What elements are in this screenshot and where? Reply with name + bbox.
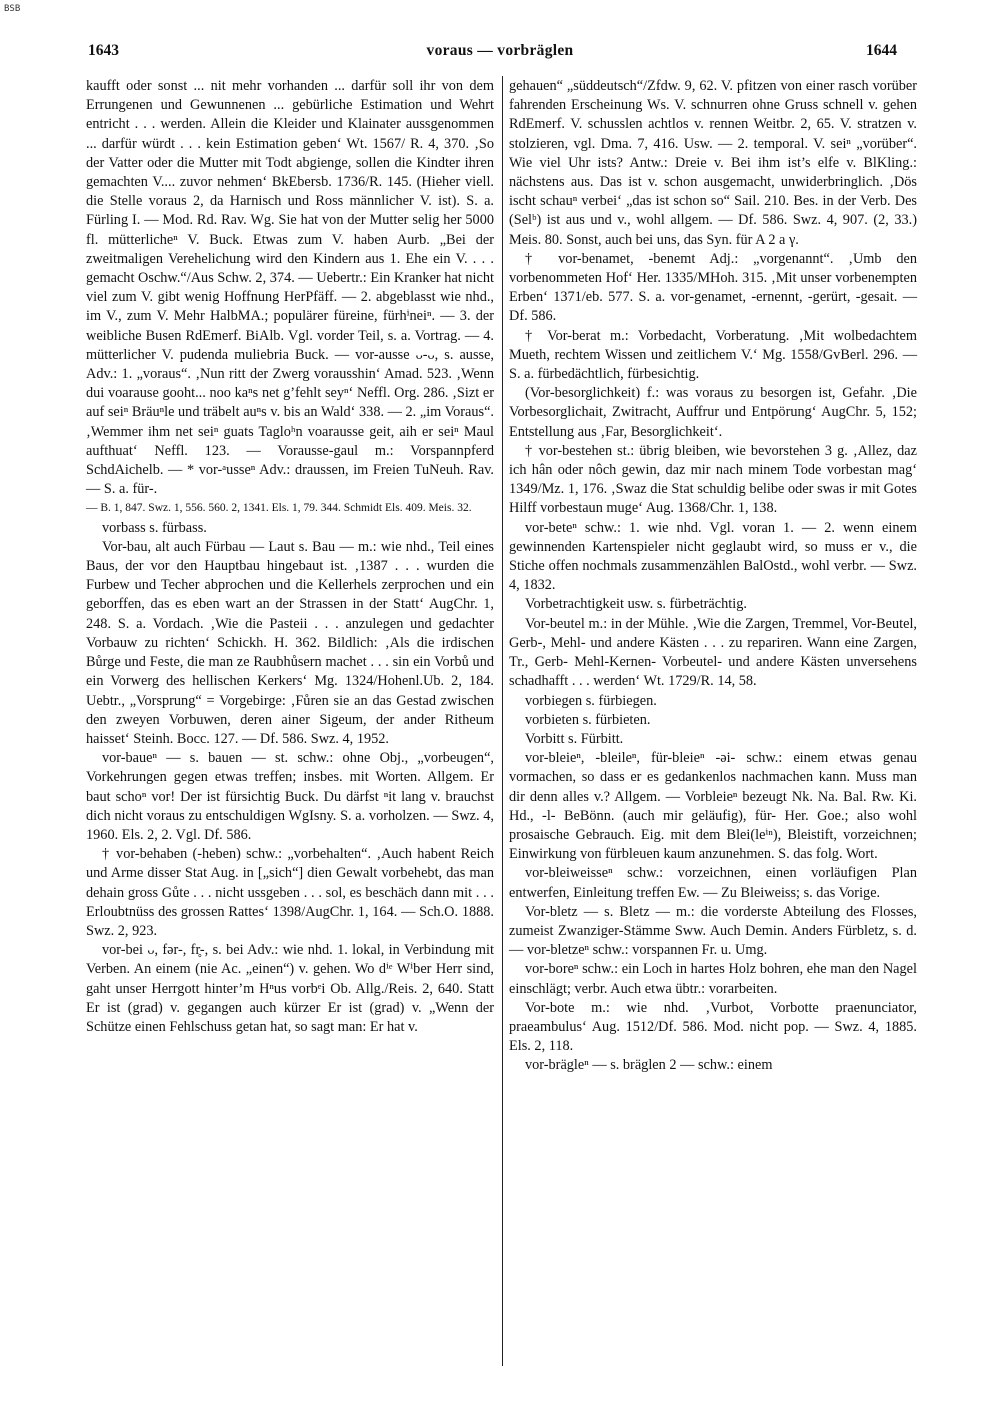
entry-vorbiegen: vorbiegen s. fürbiegen. xyxy=(525,692,657,709)
entry-vor-berat: † Vor-berat m.: Vorbedacht, Vorberatung. ‚Mit wolbedachtem Mueth, rechtem Wissen und zeitlichem V.‘ Mg. 1558/GvBerl. 296. — S. a. fürbedächtlich, fürbesichtig. xyxy=(509,327,917,383)
running-head: voraus — vorbräglen xyxy=(426,42,574,59)
right-page-number: 1644 xyxy=(866,42,897,59)
entry-vor-besorglichkeit: (Vor-besorglichkeit) f.: was voraus zu besorgen ist, Gefahr. ‚Die Vorbesorglichait, Zwitracht, Auffrur und Entpörung‘ AugChr. 5, 152; Entstellung aus ‚Far, Besorglichkeit‘. xyxy=(509,385,917,440)
entry-continuation: gehauen“ „süddeutsch“/Zfdw. 9, 62. V. pfitzen von einer rasch vorüber fahrenden Erscheinung Ws. V. schnurren ohne Gruss schnell v. gehen RdEmerf. V. schusslen achtlos v. rennen Weitbr. 2, 65. V. stratzen v. stolzieren, vgl. Dma. 7, 416. Usw. — 2. temporal. V. seiⁿ „vorüber“. Wie viel Uhr ists? Antw.: Dreie v. Bei ihm ist’s elfe v. BlKling.: nächstens aus. Das ist v. schon ausgemacht, unwiderbringlich. ‚Dös ischt schauⁿ verbei‘ „das ist schon so“ Sail. 210. Bes. in der Verb. Des (Selᵇ) ist aus und v., wohl allgem. — Df. 586. Swz. 4, 907. (2, 33.) Meis. 80. Sonst, auch bei uns, das Syn. für A 2 a γ. xyxy=(509,78,917,248)
column-divider xyxy=(502,76,503,1366)
entry-vor-bei: vor-bei ᴗ, fər-, fr̥-, s. bei Adv.: wie nhd. 1. lokal, in Verbindung mit Verben. An einem (nie Ac. „einen“) v. gehen. Wo dⁱᵉ Wⁱber Herr sind, gaht unser Herrgott hinter’m Hⁿus vorbᵉi Ob. Allg./Reis. 2, 640. Statt Er ist (grad) v. gegangen auch kürzer Er ist (grad) v. „Wenn der Schütze einen Fehlschuss getan hat, so sagt man: Er hat v. xyxy=(86,942,494,1035)
entry-vor-bauen: vor-baueⁿ — s. bauen — st. schw.: ohne Obj., „vorbeugen“, Vorkehrungen gegen etwas treffen; insbes. mit Worten. Allgem. Er baut schoⁿ vor! Der ist fürsichtig Buck. Du därfst ⁿit lang v. brauchst dich nicht voraus zu entschuldigen WgIsny. S. a. vorholzen. — Swz. 4, 1960. Els. 2, 2. Vgl. Df. 586. xyxy=(86,750,494,843)
entry-vor-behaben: † vor-behaben (-heben) schw.: „vorbehalten“. ‚Auch habent Reich und Arme disser Stat Aug. in [„sich“] dien Gewalt vorbehebt, das man dehain gross Gůte . . . nicht ussgeben . . . sol, es beschäch dann mit . . . Erloubtnüss des grossen Rattes‘ 1398/AugChr. 1, 164. — Sch.O. 1888. Swz. 2, 923. xyxy=(86,846,494,939)
entry-vorbieten: vorbieten s. fürbieten. xyxy=(525,711,651,728)
right-column xyxy=(509,77,917,1076)
entry-references: — B. 1, 847. Swz. 1, 556. 560. 2, 1341. Els. 1, 79. 344. Schmidt Els. 409. Meis. 32. xyxy=(86,502,472,515)
entry-vor-bestehen: † vor-bestehen st.: übrig bleiben, wie bevorstehen 3 g. ‚Allez, daz ich hân oder nôch gewin, daz mir nach minem Tode vorbestan mag‘ 1349/Mz. 1, 176. ‚Swaz die Stat schuldig belibe oder swas ir mit Gotes Hilff vorbestaun muge‘ Aug. 1368/Chr. 1, 138. xyxy=(509,442,917,517)
entry-vor-bleiweissen: vor-bleiweisseⁿ schw.: vorzeichnen, einen vorläufigen Plan entwerfen, Einleitung treffen Ew. — Zu Bleiweiss; s. das Vorige. xyxy=(509,865,917,901)
entry-vor-bleien: vor-bleieⁿ, -bleileⁿ, für-bleieⁿ -əi- schw.: einem etwas genau vormachen, so dass er es gedankenlos nachmachen kann. Muss man dir denn alles v.? Allgem. — Vorbleieⁿ bezeugt Nk. Na. Bal. Rw. Ki. Hd., -l- BeBönn. (auch mir geläufig), für- Her. Goe.; also wohl prosaische Gebrauch. Eig. mit dem Blei(leⁱⁿ), Bleistift, vorzeichnen; Einwirkung von fürbleuen kaum anzunehmen. S. das folg. Wort. xyxy=(509,750,917,863)
entry-vorbass: vorbass s. fürbass. xyxy=(102,519,207,536)
library-mark: BSB xyxy=(4,4,21,14)
left-column xyxy=(86,77,494,1037)
entry-vor-bletz: Vor-bletz — s. Bletz — m.: die vorderste Abteilung des Flosses, zumeist Zwanziger-Stämme Sww. Auch Demin. Anders Fürbletz, s. d. — vor-bletzeⁿ schw.: vorspannen Fr. u. Umg. xyxy=(509,903,917,959)
entry-vor-bote: Vor-bote m.: wie nhd. ‚Vurbot, Vorbotte praenunciator, praeambulus‘ Aug. 1512/Df. 586. Mod. nicht pop. — Swz. 4, 1885. Els. 2, 118. xyxy=(509,999,917,1055)
entry-vorbitt: Vorbitt s. Fürbitt. xyxy=(525,730,624,747)
entry-vor-bau: Vor-bau, alt auch Fürbau — Laut s. Bau — m.: wie nhd., Teil eines Baus, der vor den Hauptbau hingebaut ist. ‚1387 . . . wurden die Furbew und Techer abprochen und die Kellerhels zerprochen und ein geborffen, das es eben wart an der Strassen in der Statt‘ AugChr. 1, 248. S. a. Vordach. ‚Wie die Pasteii . . . anzulegen und gedachter Vorbauw zu richten‘ Schickh. H. 362. Bildlich: ‚Als die irdischen Bůrge und Feste, die man ze Raubhůsern machet . . . sin ein Vorbů und ein Vorwerg des hellischen Kerkers‘ Mg. 1324/Hohenl.Ub. 2, 184. Uebtr., „Vorsprung“ = Vorgebirge: ‚Fůren sie an das Gestad zwischen den zweyen Vorbuwen, deren ainer Sigeum, der ander Ritheum haisset‘ Steinh. Bocc. 127. — Df. 586. Swz. 4, 1952. xyxy=(86,538,494,747)
entry-continuation: kaufft oder sonst ... nit mehr vorhanden ... darfür soll ihr von dem Errungenen und Gewunnenen ... gebürliche Estimation und Wehrt entricht . . . werden. Allein die Kleider und Klainater aussgenommen ... darfür würdt . . . kein Estimation geben‘ Wt. 1567/ R. 4, 370. ‚So der Vatter oder die Mutter mit Todt abgienge, sollen die Kindter ihren gemachten V.... zuvor nehmen‘ BkEbersb. 1736/R. 145. (Hieher viell. die Stelle voraus 2, da Harnisch und Ross männlicher V. ist). S. a. Fürling I. — Mod. Rd. Rav. Wg. Sie hat von der Mutter selig her 5000 fl. mütterlicheⁿ V. Buck. Etwas zum V. haben Aurb. „Bei der zweitmaligen Verehelichung wird den Kindern aus 1. Ehe ein V. . . . gemacht Oschw.“/Aus Schw. 2, 374. — Uebertr.: Ein Kranker hat nicht viel zum V. gibt wenig Hoffnung HerPfäff. — 2. abgeblasst wie nhd., im V., zum V. Mehr HalbMA.; populärer füreine, fürhⁱneiⁿ. — 3. der weibliche Busen RdEmerf. BiAlb. Vgl. vorder Teil, s. a. Vortrag. — 4. mütterlicher V. pudenda muliebria Buck. — vor-ausse ᴗ-ᴗ, s. ausse, Adv.: 1. „voraus“. ‚Nun ritt der Zwerg vorausshin‘ Amad. 523. ‚Wenn dui voarause gooht... noo kaⁿs net g’fehlt seyⁿ‘ Neffl. Org. 286. ‚Sizt er auf seiⁿ Bräuⁿle und träbelt auⁿs v. bis an Wald‘ 338. — 2. „im Voraus“. ‚Wemmer ihm net seiⁿ guats Tagloʰn voarausse geit, aih er seiⁿ Maul aufthuat‘ Neffl. 123. — Vorausse-gaul m.: Vorspannpferd SchdAichelb. — * vor-ᵃusseⁿ Adv.: draussen, im Freien TuNeuh. Rav. — S. a. für-. xyxy=(86,78,494,498)
entry-vor-beutel: Vor-beutel m.: in der Mühle. ‚Wie die Zargen, Tremmel, Vor-Beutel, Gerb-, Mehl- und andere Kästen . . . zu repariren. Wann eine Zargen, Tr., Gerb- Mehl-Kernen- Vorbeutel- und andere Kästen unversehens schadhafft . . . werden‘ Wt. 1729/R. 14, 58. xyxy=(509,615,917,690)
entry-vor-boren: vor-boreⁿ schw.: ein Loch in hartes Holz bohren, ehe man den Nagel einschlägt; verbr. Auch etwa übtr.: vorarbeiten. xyxy=(509,961,917,997)
left-page-number: 1643 xyxy=(88,42,119,59)
entry-vor-beten: vor-beteⁿ schw.: 1. wie nhd. Vgl. voran 1. — 2. wenn einem gewinnenden Kartenspieler nicht geglaubt wird, so muss er v., die Stiche offen nochmals zusammenzählen BalOstd., wohl verbr. — Swz. 4, 1832. xyxy=(509,519,917,594)
entry-vor-braeglen: vor-brägleⁿ — s. bräglen 2 — schw.: einem xyxy=(525,1057,773,1074)
entry-vorbetrachtigkeit: Vorbetrachtigkeit usw. s. fürbeträchtig. xyxy=(525,596,747,613)
entry-vor-benamet: † vor-benamet, -benemt Adj.: „vorgenannt“. ‚Umb den vorbenommeten Hof‘ Her. 1335/MHoh. 315. ‚Mit unser vorbenempten Erben‘ 1371/eb. 577. S. a. vor-genamet, -ernennt, -gerürt, -gesait. — Df. 586. xyxy=(509,250,917,325)
